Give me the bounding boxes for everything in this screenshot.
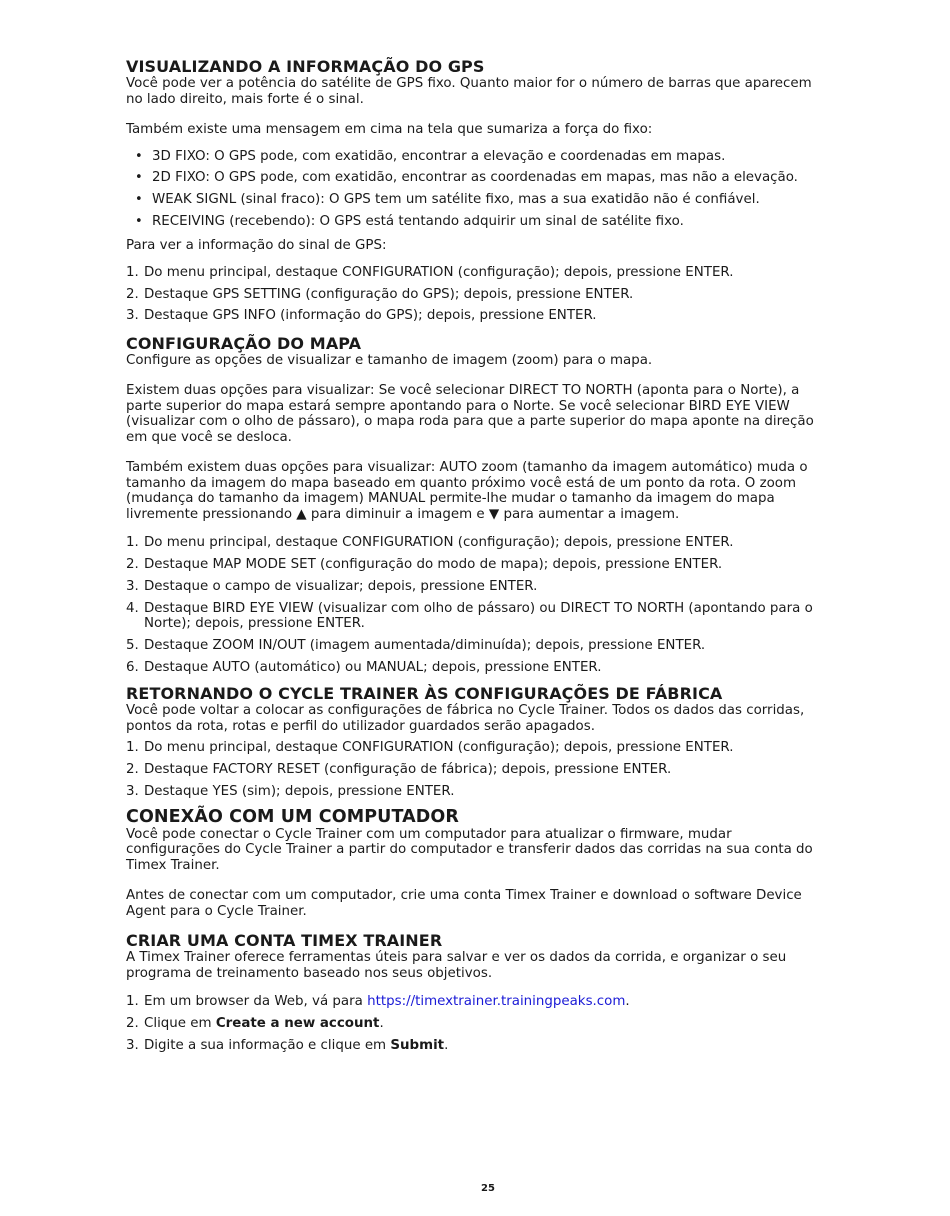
list-item: 5. Destaque ZOOM IN/OUT (imagem aumentada/diminuída); depois, pressione ENTER. xyxy=(126,638,706,654)
heading-map-config: CONFIGURAÇÃO DO MAPA xyxy=(126,333,362,353)
page-number: 25 xyxy=(481,1183,495,1194)
list-item: 4. Destaque BIRD EYE VIEW (visualizar com olho de pássaro) ou DIRECT TO NORTH (apontando para o Norte); depois, pressione ENTER. xyxy=(126,600,813,632)
steps-list xyxy=(126,535,826,675)
timex-trainer-link[interactable]: https://timextrainer.trainingpeaks.com xyxy=(367,994,626,1010)
create-account-label: Create a new account xyxy=(215,1015,380,1031)
list-item: 2. Destaque FACTORY RESET (configuração de fábrica); depois, pressione ENTER. xyxy=(126,762,672,778)
list-item: • WEAK SIGNL (sinal fraco): O GPS tem um satélite fixo, mas a sua exatidão não é confiável. xyxy=(126,192,826,208)
list-item: 2. Destaque GPS SETTING (configuração do GPS); depois, pressione ENTER. xyxy=(126,286,634,302)
steps-list xyxy=(126,994,826,1053)
paragraph: Também existem duas opções para visualizar: AUTO zoom (tamanho da imagem automático) muda o tamanho da imagem do mapa baseado em quanto próximo você está de um ponto da rota. O zoom (mudança do tamanho da imagem) MANUAL permite-lhe mudar o tamanho da imagem do mapa livremente pressionando ▲ para diminuir a imagem e ▼ para aumentar a imagem. xyxy=(126,460,808,522)
heading-computer-connection: CONEXÃO COM UM COMPUTADOR xyxy=(126,806,459,827)
heading-create-account: CRIAR UMA CONTA TIMEX TRAINER xyxy=(126,931,443,951)
paragraph: A Timex Trainer oferece ferramentas úteis para salvar e ver os dados da corrida, e organizar o seu programa de treinamento baseado nos seus objetivos. xyxy=(126,950,787,981)
list-item: 6. Destaque AUTO (automático) ou MANUAL; depois, pressione ENTER. xyxy=(126,659,602,675)
heading-factory-reset: RETORNANDO O CYCLE TRAINER ÀS CONFIGURAÇÕES DE FÁBRICA xyxy=(126,684,723,704)
list-item: 3. Destaque GPS INFO (informação do GPS); depois, pressione ENTER. xyxy=(126,308,597,324)
page-content xyxy=(126,58,826,1059)
steps-list xyxy=(126,740,826,799)
list-item: • RECEIVING (recebendo): O GPS está tentando adquirir um sinal de satélite fixo. xyxy=(126,214,826,230)
heading-gps-info: VISUALIZANDO A INFORMAÇÃO DO GPS xyxy=(126,57,485,76)
gps-status-list xyxy=(126,149,826,230)
paragraph: Antes de conectar com um computador, crie uma conta Timex Trainer e download o software Device Agent para o Cycle Trainer. xyxy=(126,888,802,919)
list-item: 3. Destaque YES (sim); depois, pressione ENTER. xyxy=(126,784,455,800)
steps-list xyxy=(126,265,826,324)
list-item: 2. Destaque MAP MODE SET (configuração do modo de mapa); depois, pressione ENTER. xyxy=(126,557,723,573)
paragraph: Você pode ver a potência do satélite de GPS fixo. Quanto maior for o número de barras que aparecem no lado direito, mais forte é o sinal. xyxy=(126,76,812,107)
paragraph: Você pode conectar o Cycle Trainer com um computador para atualizar o firmware, mudar configurações do Cycle Trainer a partir do computador e transferir dados das corridas na sua conta do Timex Trainer. xyxy=(126,826,813,873)
list-item: 3. Digite a sua informação e clique em Submit. xyxy=(126,1037,449,1053)
list-item: 1. Em um browser da Web, vá para https://timextrainer.trainingpeaks.com. xyxy=(126,994,630,1010)
list-item: 2. Clique em Create a new account. xyxy=(126,1015,384,1031)
paragraph: Para ver a informação do sinal de GPS: xyxy=(126,238,387,254)
paragraph: Você pode voltar a colocar as configurações de fábrica no Cycle Trainer. Todos os dados das corridas, pontos da rota, rotas e perfil do utilizador guardados serão apagados. xyxy=(126,703,805,734)
list-item: 3. Destaque o campo de visualizar; depois, pressione ENTER. xyxy=(126,579,538,595)
submit-label: Submit xyxy=(390,1037,445,1053)
paragraph: Também existe uma mensagem em cima na tela que sumariza a força do fixo: xyxy=(126,122,653,137)
paragraph: Configure as opções de visualizar e tamanho de imagem (zoom) para o mapa. xyxy=(126,352,653,368)
paragraph: Existem duas opções para visualizar: Se você selecionar DIRECT TO NORTH (aponta para o Norte), a parte superior do mapa estará sempre apontando para o Norte. Se você selecionar BIRD EYE VIEW (visualizar com o olho de pássaro), o mapa roda para que a parte superior do mapa aponte na direção em que você se desloca. xyxy=(126,383,814,445)
list-item: 1. Do menu principal, destaque CONFIGURATION (configuração); depois, pressione ENTER. xyxy=(126,535,734,551)
list-item: • 3D FIXO: O GPS pode, com exatidão, encontrar a elevação e coordenadas em mapas. xyxy=(126,149,826,165)
list-item: 1. Do menu principal, destaque CONFIGURATION (configuração); depois, pressione ENTER. xyxy=(126,264,734,280)
list-item: • 2D FIXO: O GPS pode, com exatidão, encontrar as coordenadas em mapas, mas não a elevação. xyxy=(126,170,826,186)
list-item: 1. Do menu principal, destaque CONFIGURATION (configuração); depois, pressione ENTER. xyxy=(126,740,734,756)
